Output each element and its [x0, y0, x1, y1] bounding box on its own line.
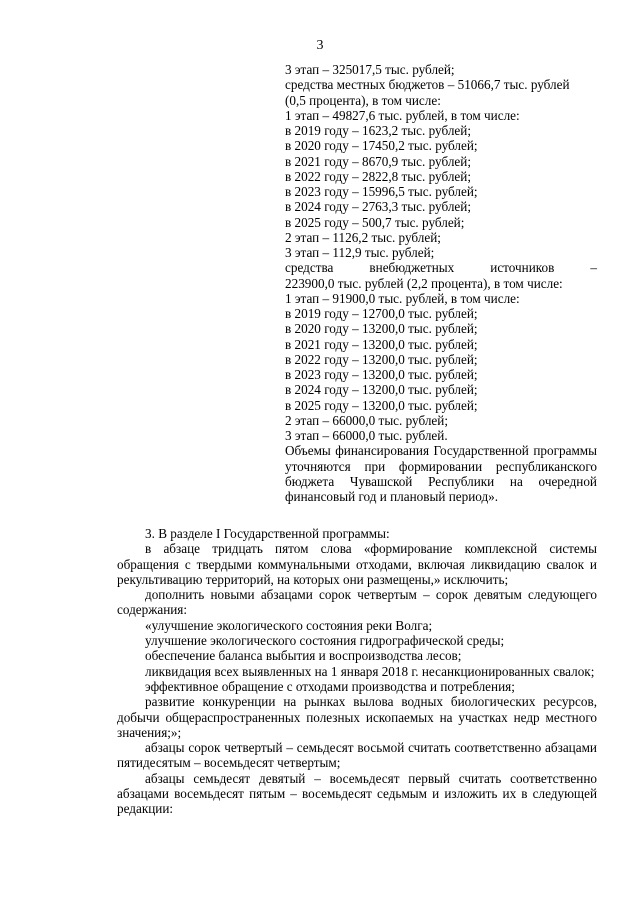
paragraph: абзацы семьдесят девятый – восемьдесят первый считать соответственно абзацами восемьдесят пятым – восемьдесят седьмым и изложить их в следующей редакции:	[117, 770, 597, 817]
funding-line: в 2023 году – 13200,0 тыс. рублей;	[285, 367, 478, 382]
paragraph: развитие конкуренции на рынках вылова водных биологических ресурсов, добычи общераспространенных полезных ископаемых на участках недр местного значения;»;	[117, 694, 597, 740]
funding-line: в 2024 году – 2763,3 тыс. рублей;	[285, 199, 471, 215]
funding-line: в 2020 году – 13200,0 тыс. рублей;	[285, 321, 478, 337]
paragraph: «улучшение экологического состояния реки Волга;	[145, 617, 433, 633]
funding-line: в 2022 году – 2822,8 тыс. рублей;	[285, 168, 471, 184]
paragraph: обеспечение баланса выбытия и воспроизводства лесов;	[145, 648, 462, 664]
funding-line: в 2019 году – 1623,2 тыс. рублей;	[285, 123, 471, 138]
funding-line: 223900,0 тыс. рублей (2,2 процента), в том числе:	[285, 275, 563, 291]
funding-line: (0,5 процента), в том числе:	[285, 92, 441, 108]
word: источников	[490, 260, 555, 276]
funding-line: 3 этап – 112,9 тыс. рублей;	[285, 245, 435, 260]
paragraph: эффективное обращение с отходами производства и потребления;	[145, 678, 515, 694]
word: внебюджетных	[369, 260, 455, 276]
funding-line: 1 этап – 49827,6 тыс. рублей, в том числе:	[285, 107, 520, 123]
paragraph: дополнить новыми абзацами сорок четвертым – сорок девятым следующего содержания:	[117, 587, 597, 618]
funding-line: в 2023 году – 15996,5 тыс. рублей;	[285, 184, 478, 199]
funding-line: в 2020 году – 17450,2 тыс. рублей;	[285, 138, 478, 154]
section-body	[117, 526, 597, 817]
funding-line-justified	[285, 260, 597, 275]
paragraph: 3. В разделе I Государственной программы:	[145, 526, 390, 541]
funding-line: в 2025 году – 500,7 тыс. рублей;	[285, 214, 465, 230]
funding-line: в 2024 году – 13200,0 тыс. рублей;	[285, 382, 478, 398]
funding-block	[285, 62, 597, 504]
paragraph: в абзаце тридцать пятом слова «формирование комплексной системы обращения с твердыми коммунальными отходами, включая ликвидацию свалок и рекультивацию территорий, на которых они размещены,» исключить;	[117, 541, 597, 587]
funding-line: 1 этап – 91900,0 тыс. рублей, в том числе:	[285, 290, 520, 306]
funding-line: в 2021 году – 8670,9 тыс. рублей;	[285, 153, 471, 169]
word: –	[590, 260, 597, 276]
funding-line: 2 этап – 66000,0 тыс. рублей;	[285, 412, 449, 428]
word: средства	[285, 260, 334, 276]
funding-line: 3 этап – 325017,5 тыс. рублей;	[285, 62, 455, 77]
funding-line: в 2025 году – 13200,0 тыс. рублей;	[285, 397, 478, 413]
funding-line: в 2019 году – 12700,0 тыс. рублей;	[285, 306, 478, 321]
funding-line: 3 этап – 66000,0 тыс. рублей.	[285, 428, 448, 443]
paragraph: абзацы сорок четвертый – семьдесят восьмой считать соответственно абзацами пятидесятым – восемьдесят четвертым;	[117, 740, 597, 771]
funding-line: 2 этап – 1126,2 тыс. рублей;	[285, 229, 441, 245]
funding-line: в 2021 году – 13200,0 тыс. рублей;	[285, 336, 478, 352]
funding-line: в 2022 году – 13200,0 тыс. рублей;	[285, 351, 478, 367]
funding-line: средства местных бюджетов – 51066,7 тыс. рублей	[285, 77, 570, 93]
funding-note: Объемы финансирования Государственной программы уточняются при формировании республиканского бюджета Чувашской Республики на очередной финансовый год и плановый период».	[285, 443, 597, 504]
paragraph: ликвидация всех выявленных на 1 января 2018 г. несанкционированных свалок;	[145, 663, 595, 679]
page-number: 3	[316, 38, 324, 53]
paragraph: улучшение экологического состояния гидрографической среды;	[145, 633, 505, 649]
